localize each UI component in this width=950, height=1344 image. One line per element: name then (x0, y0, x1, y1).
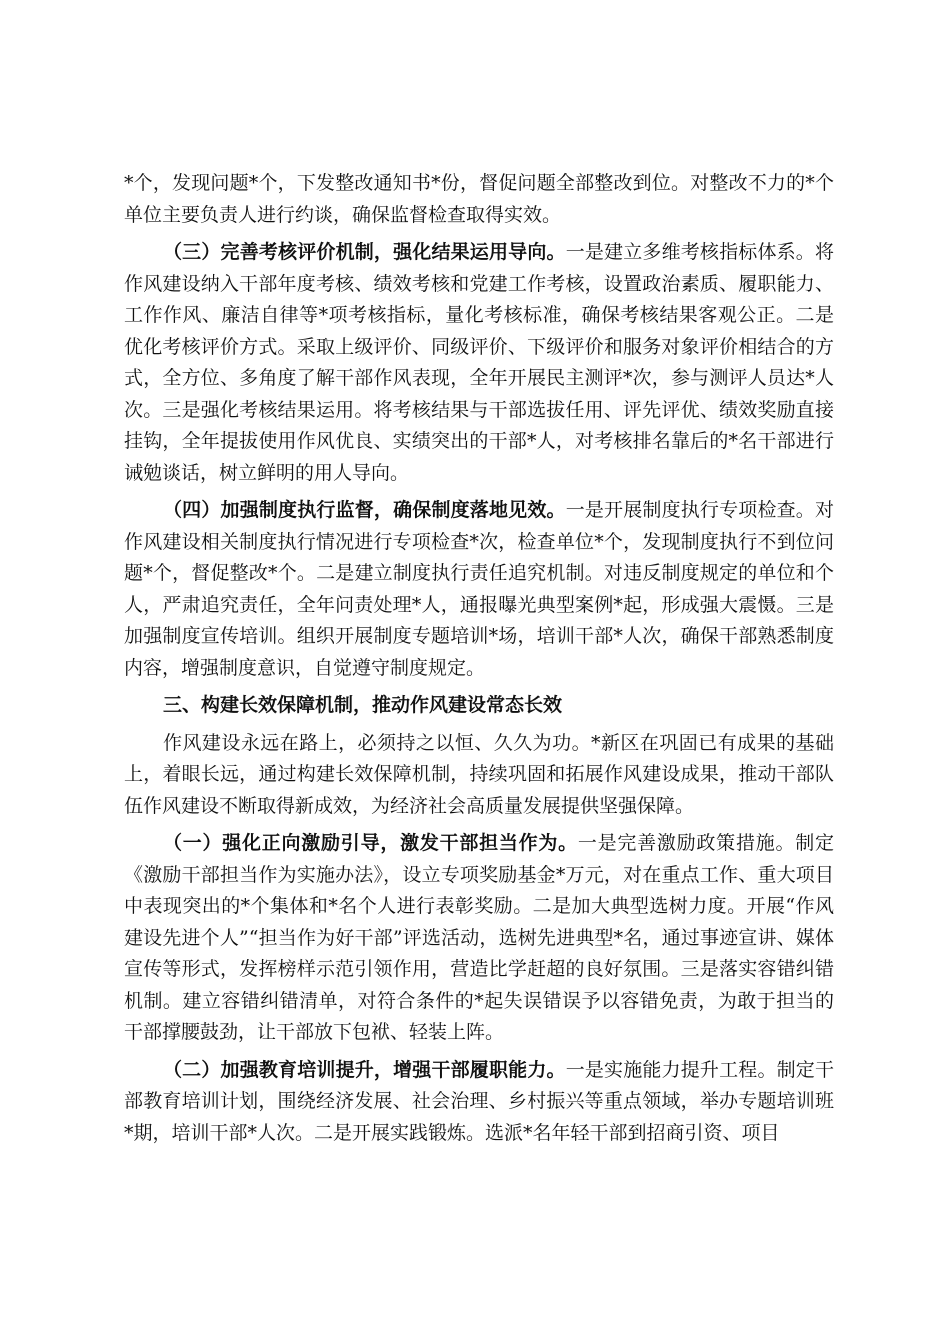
paragraph-body: 一是实施能力提升工程。制定干部教育培训计划，围绕经济发展、社会治理、乡村振兴等重点领域，举办专题培训班*期，培训干部*人次。二是开展实践锻炼。选派*名年轻干部到招商引资、项目 (124, 1058, 834, 1144)
paragraph-lead: （三）完善考核评价机制，强化结果运用导向。 (163, 241, 566, 263)
paragraph-body: 一是建立多维考核指标体系。将作风建设纳入干部年度考核、绩效考核和党建工作考核，设置政治素质、履职能力、工作作风、廉洁自律等*项考核指标，量化考核标准，确保考核结果客观公正。二是优化考核评价方式。采取上级评价、同级评价、下级评价和服务对象评价相结合的方式，全方位、多角度了解干部作风表现，全年开展民主测评*次，参与测评人员达*人次。三是强化考核结果运用。将考核结果与干部选拔任用、评先评优、绩效奖励直接挂钩，全年提拔使用作风优良、实绩突出的干部*人，对考核排名靠后的*名干部进行诫勉谈话，树立鲜明的用人导向。 (124, 241, 834, 484)
paragraph-positive-incentive (124, 828, 834, 1049)
paragraph-lead: （四）加强制度执行监督，确保制度落地见效。 (163, 499, 566, 521)
paragraph-body: 一是完善激励政策措施。制定《激励干部担当作为实施办法》，设立专项奖励基金*万元，对在重点工作、重大项目中表现突出的*个集体和*名个人进行表彰奖励。二是加大典型选树力度。开展“作风建设先进个人”“担当作为好干部”评选活动，选树先进典型*名，通过事迹宣讲、媒体宣传等形式，发挥榜样示范引领作用，营造比学赶超的良好氛围。三是落实容错纠错机制。建立容错纠错清单，对符合条件的*起失误错误予以容错免责，为敢于担当的干部撑腰鼓劲，让干部放下包袱、轻装上阵。 (124, 832, 834, 1043)
paragraph-education-training (124, 1055, 834, 1150)
paragraph-lead: （一）强化正向激励引导，激发干部担当作为。 (163, 832, 578, 854)
paragraph-lead: （二）加强教育培训提升，增强干部履职能力。 (163, 1058, 566, 1081)
paragraph-body: 一是开展制度执行专项检查。对作风建设相关制度执行情况进行专项检查*次，检查单位*个，发现制度执行不到位问题*个，督促整改*个。二是建立制度执行责任追究机制。对违反制度规定的单位和个人，严肃追究责任，全年问责处理*人，通报曝光典型案例*起，形成强大震慑。三是加强制度宣传培训。组织开展制度专题培训*场，培训干部*人次，确保干部熟悉制度内容，增强制度意识，自觉遵守制度规定。 (124, 499, 834, 679)
paragraph-section-intro: 作风建设永远在路上，必须持之以恒、久久为功。*新区在巩固已有成果的基础上，着眼长远，通过构建长效保障机制，持续巩固和拓展作风建设成果，推动干部队伍作风建设不断取得新成效，为经济社会高质量发展提供坚强保障。 (124, 731, 834, 817)
paragraph-assessment-mechanism (124, 237, 834, 489)
section-heading: 三、构建长效保障机制，推动作风建设常态长效 (163, 694, 563, 716)
document-page (124, 168, 834, 1155)
paragraph-continuation: *个，发现问题*个，下发整改通知书*份，督促问题全部整改到位。对整改不力的*个单位主要负责人进行约谈，确保监督检查取得实效。 (124, 172, 834, 226)
paragraph-system-supervision (124, 495, 834, 684)
